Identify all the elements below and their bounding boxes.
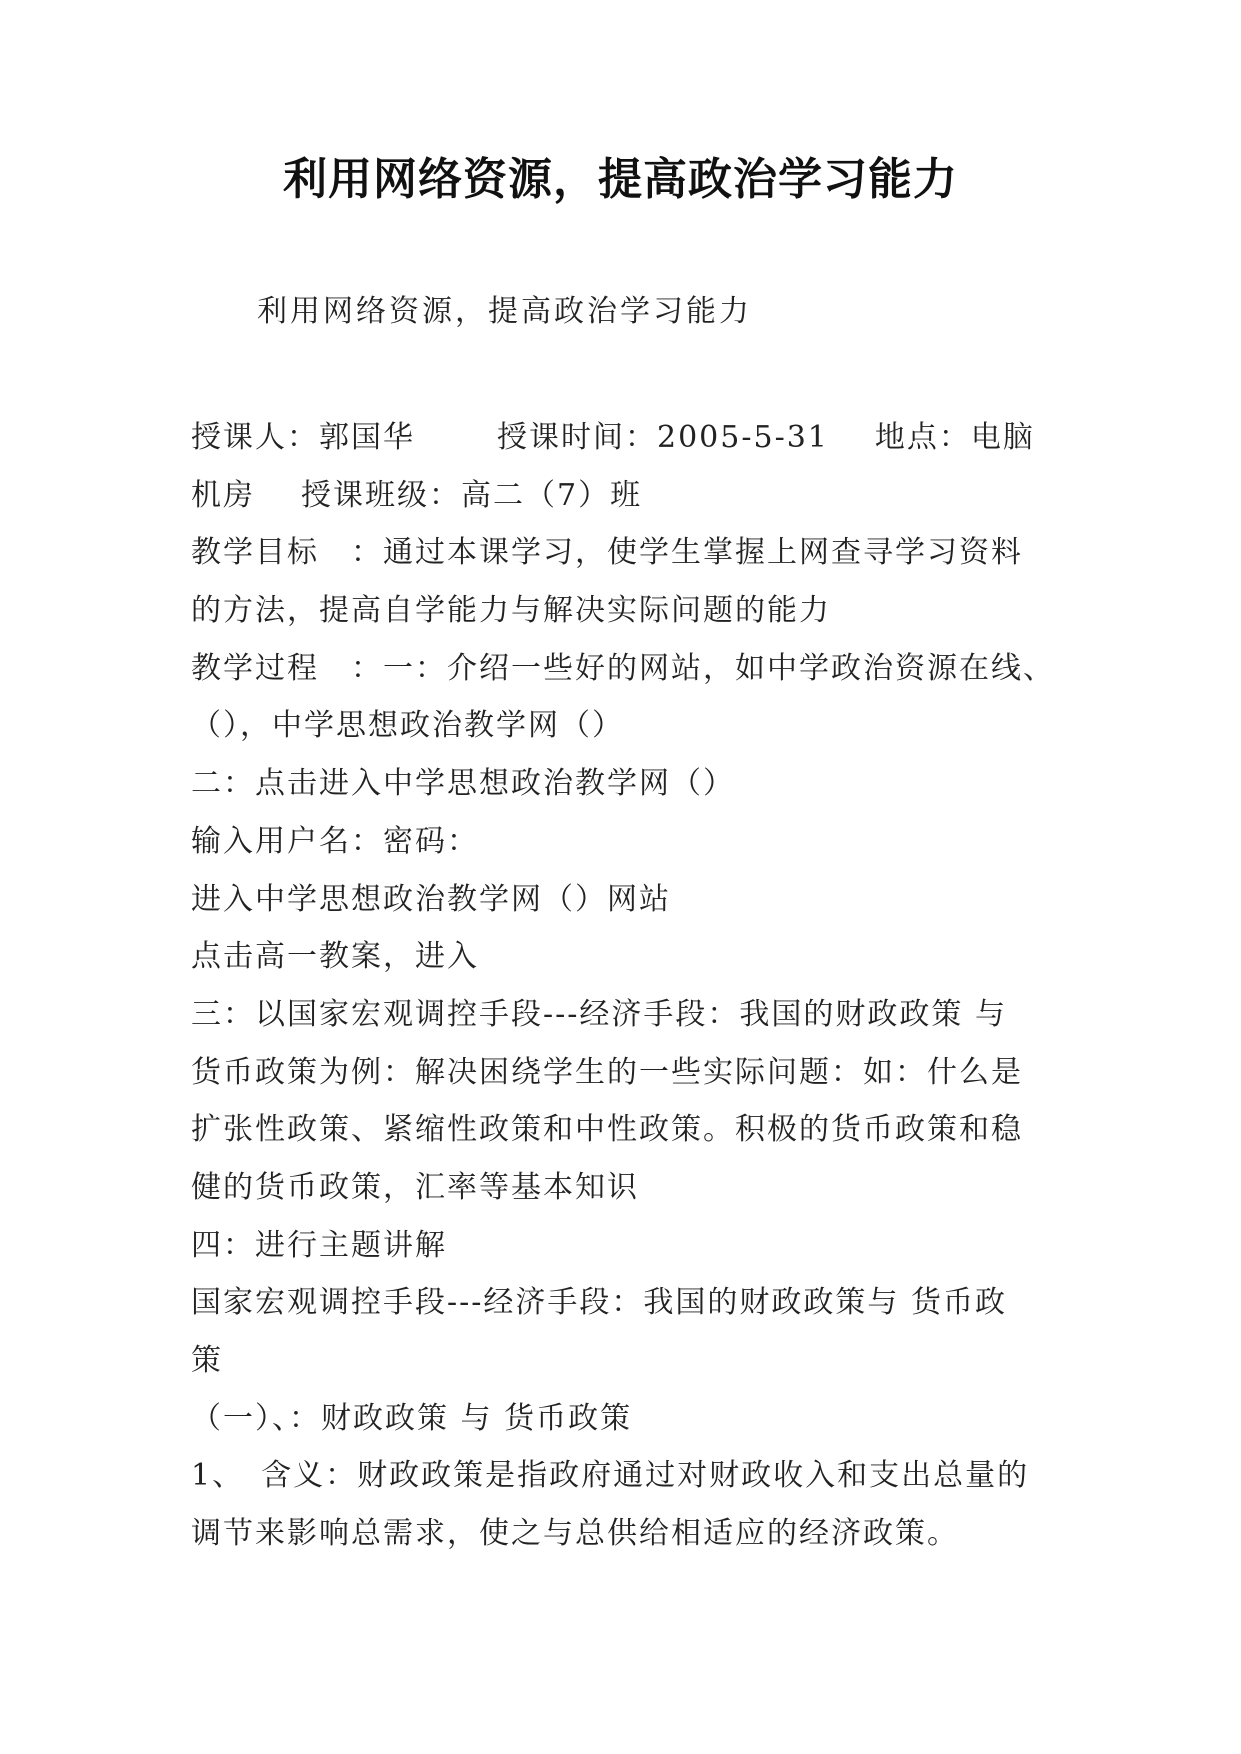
paragraph-line: 健的货币政策，汇率等基本知识 [191, 1169, 639, 1205]
paragraph-line: 调节来影响总需求，使之与总供给相适应的经济政策。 [191, 1516, 959, 1552]
paragraph-line: 教学过程 ：一：介绍一些好的网站，如中学政治资源在线、 [191, 650, 1055, 686]
info-line-2 [191, 467, 1051, 525]
paragraph-line: 输入用户名：密码： [191, 823, 479, 859]
paragraph-line: 国家宏观调控手段---经济手段：我国的财政政策与 货币政 [191, 1285, 1007, 1321]
paragraph-line: （一）、：财政政策 与 货币政策 [191, 1400, 633, 1436]
paragraph-line: （），中学思想政治教学网（） [191, 708, 624, 744]
paragraph-line: 1、 含义：财政政策是指政府通过对财政收入和支出总量的 [191, 1458, 1030, 1494]
document-subtitle: 利用网络资源，提高政治学习能力 [257, 294, 752, 329]
paragraph-line: 进入中学思想政治教学网（）网站 [191, 881, 671, 917]
paragraph-line: 策 [191, 1343, 223, 1378]
info-line-1 [191, 409, 1051, 467]
paragraph-line: 二：点击进入中学思想政治教学网（） [191, 766, 735, 802]
paragraph-line: 扩张性政策、紧缩性政策和中性政策。积极的货币政策和稳 [191, 1112, 1023, 1148]
paragraph-line: 三：以国家宏观调控手段---经济手段：我国的财政政策 与 [191, 996, 1007, 1032]
time-info: 授课时间：2005-5-31 [497, 420, 829, 455]
place-info: 地点：电脑 [874, 420, 1035, 455]
paragraph-line: 教学目标 ：通过本课学习，使学生掌握上网查寻学习资料 [191, 535, 1023, 571]
teacher-info: 授课人：郭国华 [191, 420, 415, 455]
paragraph-line: 的方法，提高自学能力与解决实际问题的能力 [191, 593, 831, 629]
paragraph-line: 点击高一教案，进入 [191, 939, 479, 975]
document-title: 利用网络资源，提高政治学习能力 [283, 154, 958, 205]
paragraph-line: 货币政策为例：解决困绕学生的一些实际问题：如：什么是 [191, 1054, 1023, 1090]
paragraph-line: 四：进行主题讲解 [191, 1227, 447, 1263]
class-info: 授课班级：高二（7）班 [301, 477, 643, 513]
place-info-continued: 机房 [191, 477, 255, 513]
document-body [191, 409, 1055, 1563]
